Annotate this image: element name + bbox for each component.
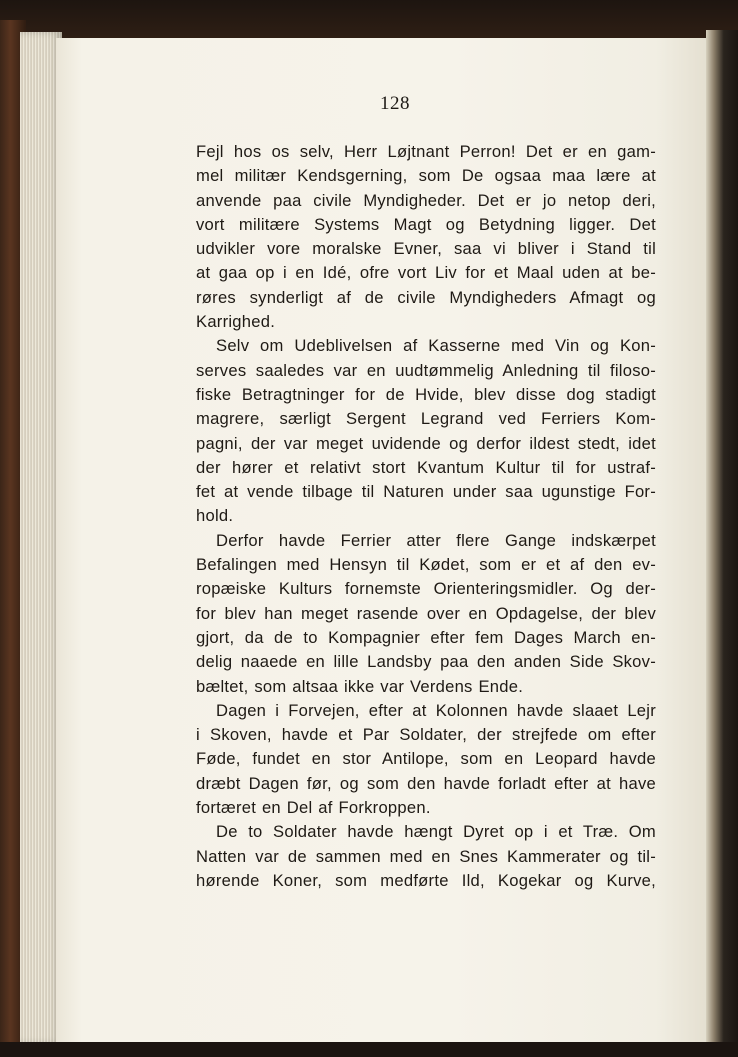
text-line: pagni, der var meget uvidende og derfor ildest stedt, idet: [196, 433, 656, 453]
text-line: Føde, fundet en stor Antilope, som en Leopard havde: [196, 749, 656, 769]
bottom-shadow: [0, 1042, 738, 1057]
text-line: udvikler vore moralske Evner, saa vi bliver i Stand til: [196, 239, 656, 259]
book-gutter: [706, 30, 738, 1050]
text-line: delig naaede en lille Landsby paa den anden Side Skov-: [196, 652, 656, 672]
text-line: fet at vende tilbage til Naturen under saa ugunstige For-: [196, 482, 656, 502]
text-line: hold.: [196, 506, 234, 526]
text-line: at gaa op i en Idé, ofre vort Liv for et Maal uden at be-: [196, 263, 656, 283]
text-line: Selv om Udeblivelsen af Kasserne med Vin og Kon-: [216, 336, 656, 356]
text-line: serves saaledes var en uudtømmelig Anledning til filoso-: [196, 360, 656, 380]
page-number: 128: [380, 93, 410, 114]
text-line: Karrighed.: [196, 312, 276, 332]
text-line: fiske Betragtninger for de Hvide, blev disse dog stadigt: [196, 384, 656, 404]
text-line: magrere, særligt Sergent Legrand ved Ferriers Kom-: [196, 409, 656, 429]
text-line: Derfor havde Ferrier atter flere Gange indskærpet: [216, 530, 656, 550]
text-line: Befalingen med Hensyn til Kødet, som er et af den ev-: [196, 555, 656, 575]
text-line: der hører et relativt stort Kvantum Kultur til for ustraf-: [196, 457, 656, 477]
text-line: vort militære Systems Magt og Betydning ligger. Det: [196, 214, 656, 234]
text-line: for blev han meget rasende over en Opdagelse, der blev: [196, 603, 656, 623]
text-line: gjort, da de to Kompagnier efter fem Dages March en-: [196, 627, 656, 647]
text-line: fortæret en Del af Forkroppen.: [196, 798, 431, 818]
text-line: bæltet, som altsaa ikke var Verdens Ende.: [196, 676, 524, 696]
text-line: Dagen i Forvejen, efter at Kolonnen havde slaaet Lejr: [216, 700, 656, 720]
text-line: anvende paa civile Myndigheder. Det er jo netop deri,: [196, 190, 656, 210]
text-line: mel militær Kendsgerning, som De ogsaa maa lære at: [196, 166, 656, 186]
text-line: Fejl hos os selv, Herr Løjtnant Perron! Det er en gam-: [196, 142, 656, 161]
text-line: ropæiske Kulturs fornemste Orienteringsmidler. Og der-: [196, 579, 656, 599]
text-line: røres synderligt af de civile Myndigheders Afmagt og: [196, 287, 656, 307]
text-line: dræbt Dagen før, og som den havde forladt efter at have: [196, 773, 656, 793]
text-line: hørende Koner, som medførte Ild, Kogekar og Kurve,: [196, 870, 656, 890]
text-line: i Skoven, havde et Par Soldater, der strejfede om efter: [196, 725, 656, 745]
body-text: [196, 140, 656, 893]
text-line: De to Soldater havde hængt Dyret op i et Træ. Om: [216, 822, 656, 842]
text-line: Natten var de sammen med en Snes Kammerater og til-: [196, 846, 656, 866]
